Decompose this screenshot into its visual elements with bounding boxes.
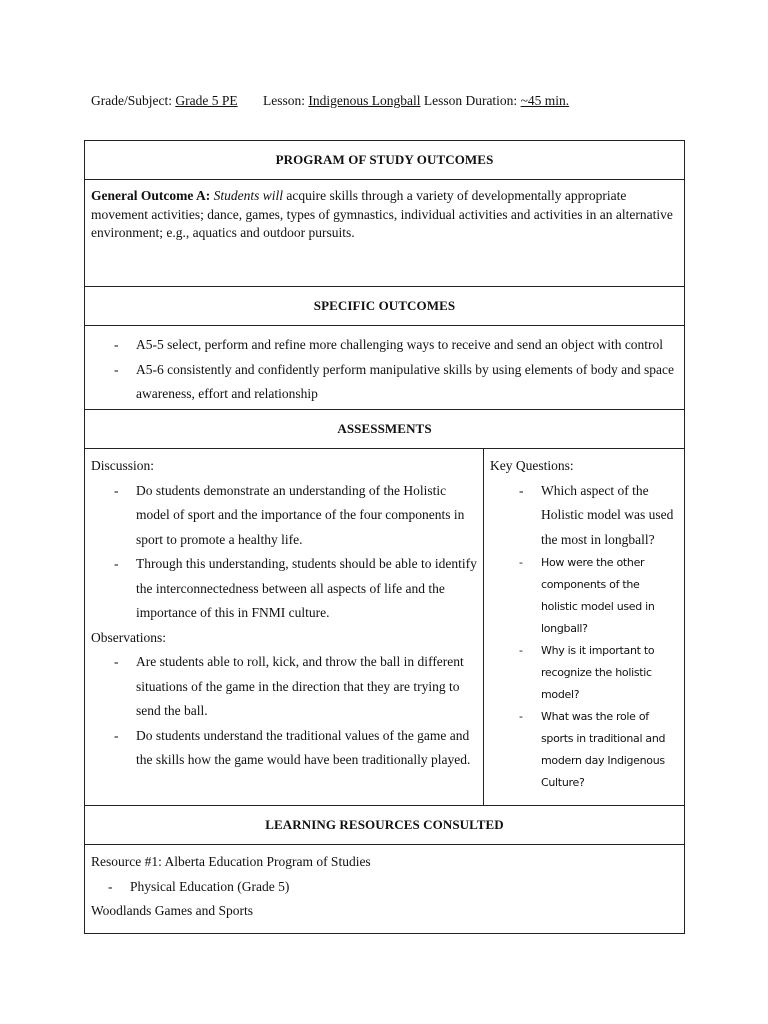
- grade-label: Grade/Subject:: [91, 93, 172, 108]
- lesson-label: Lesson:: [262, 93, 305, 108]
- assessments-heading: ASSESSMENTS: [85, 410, 684, 449]
- list-item: - Physical Education (Grade 5): [108, 878, 290, 894]
- program-heading: PROGRAM OF STUDY OUTCOMES: [85, 141, 684, 180]
- general-outcome-italic: Students will: [213, 188, 283, 203]
- list-item: - Why is it important to recognize the holistic model?: [519, 644, 655, 701]
- resources-heading: LEARNING RESOURCES CONSULTED: [85, 806, 684, 845]
- lesson-value: Indigenous Longball: [308, 93, 421, 108]
- list-item: - How were the other components of the holistic model used in longball?: [519, 556, 655, 635]
- key-questions: [484, 449, 684, 805]
- observations-label: Observations:: [91, 629, 166, 645]
- specific-outcomes: [85, 326, 684, 410]
- resource-1: Resource #1: Alberta Education Program of Studies: [91, 854, 371, 869]
- duration-label: Lesson Duration:: [423, 93, 518, 108]
- grade-value: Grade 5 PE: [175, 93, 238, 108]
- general-outcome: [85, 180, 684, 287]
- assessments-section: [85, 449, 684, 806]
- general-outcome-label: General Outcome A:: [91, 188, 211, 203]
- resource-2: Woodlands Games and Sports: [91, 903, 254, 918]
- list-item: - Do students understand the traditional values of the game and the skills how the game would have been traditionally played.: [114, 727, 471, 767]
- discussion-label: Discussion:: [91, 458, 155, 473]
- general-outcome-text: acquire skills through a variety of developmentally appropriate movement activities; dance, games, types of gymnastics, individual activities and activities in an alternative environment; e.g., aquatics and outdoor pursuits.: [91, 188, 673, 240]
- list-item: - Through this understanding, students should be able to identify the interconnectedness between all aspects of life and the importance of this in FNMI culture.: [114, 556, 477, 620]
- list-item: - Which aspect of the Holistic model was used the most in longball?: [519, 482, 674, 547]
- duration-value: ~45 min.: [520, 93, 570, 108]
- list-item: - What was the role of sports in traditional and modern day Indigenous Culture?: [519, 710, 666, 789]
- list-item: - A5-6 consistently and confidently perform manipulative skills by using elements of body and space awareness, effort and relationship: [114, 361, 675, 401]
- list-item: - A5-5 select, perform and refine more challenging ways to receive and send an object with control: [114, 337, 664, 352]
- lesson-header: [91, 93, 569, 109]
- list-item: - Are students able to roll, kick, and throw the ball in different situations of the game in the direction that they are trying to send the ball.: [114, 654, 464, 718]
- specific-heading: SPECIFIC OUTCOMES: [85, 287, 684, 326]
- key-questions-label: Key Questions:: [490, 458, 574, 473]
- learning-resources: [85, 845, 684, 933]
- assessment-details: [85, 449, 484, 805]
- list-item: - Do students demonstrate an understanding of the Holistic model of sport and the importance of the four components in sport to promote a healthy life.: [114, 482, 465, 547]
- lesson-plan-table: [84, 140, 685, 934]
